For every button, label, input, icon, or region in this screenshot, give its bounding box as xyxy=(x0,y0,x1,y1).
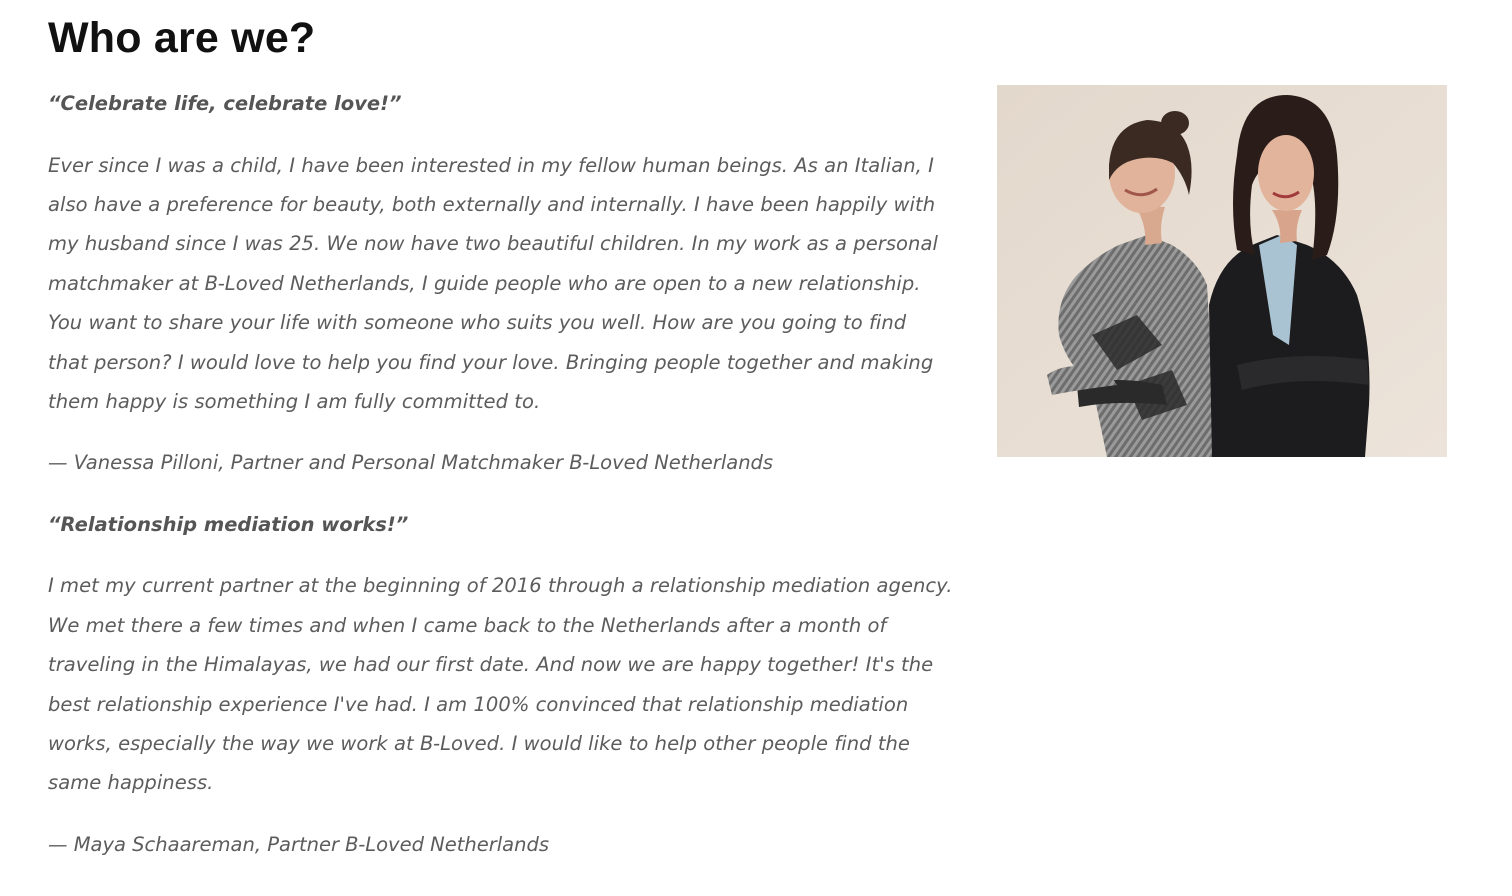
testimonials xyxy=(48,84,978,864)
page-title: Who are we? xyxy=(48,14,316,62)
partners-photo xyxy=(997,85,1447,457)
testimonial-heading: “Relationship mediation works!” xyxy=(48,512,409,536)
testimonial-body: Ever since I was a child, I have been interested in my fellow human beings. As an Italian, I also have a preference for beauty, both externally and internally. I have been happily with my husband since I was 25. We now have two beautiful children. In my work as a personal matchmaker at B-Loved Netherlands, I guide people who are open to a new relationship. You want to share your life with someone who suits you well. How are you going to find that person? I would love to help you find your love. Bringing people together and making them happy is something I am fully committed to. xyxy=(48,153,938,413)
testimonial-attribution: — Vanessa Pilloni, Partner and Personal Matchmaker B-Loved Netherlands xyxy=(48,451,774,475)
testimonial-maya xyxy=(48,505,978,864)
testimonial-vanessa xyxy=(48,84,978,483)
testimonial-heading: “Celebrate life, celebrate love!” xyxy=(48,92,402,115)
testimonial-body: I met my current partner at the beginning of 2016 through a relationship mediation agency. We met there a few times and when I came back to the Netherlands after a month of traveling in the Himalayas, we had our first date. And now we are happy together! It's the best relationship experience I've had. I am 100% convinced that relationship mediation works, especially the way we work at B-Loved. I would like to help other people find the same happiness. xyxy=(48,574,953,795)
testimonial-attribution: — Maya Schaareman, Partner B-Loved Netherlands xyxy=(48,832,550,856)
